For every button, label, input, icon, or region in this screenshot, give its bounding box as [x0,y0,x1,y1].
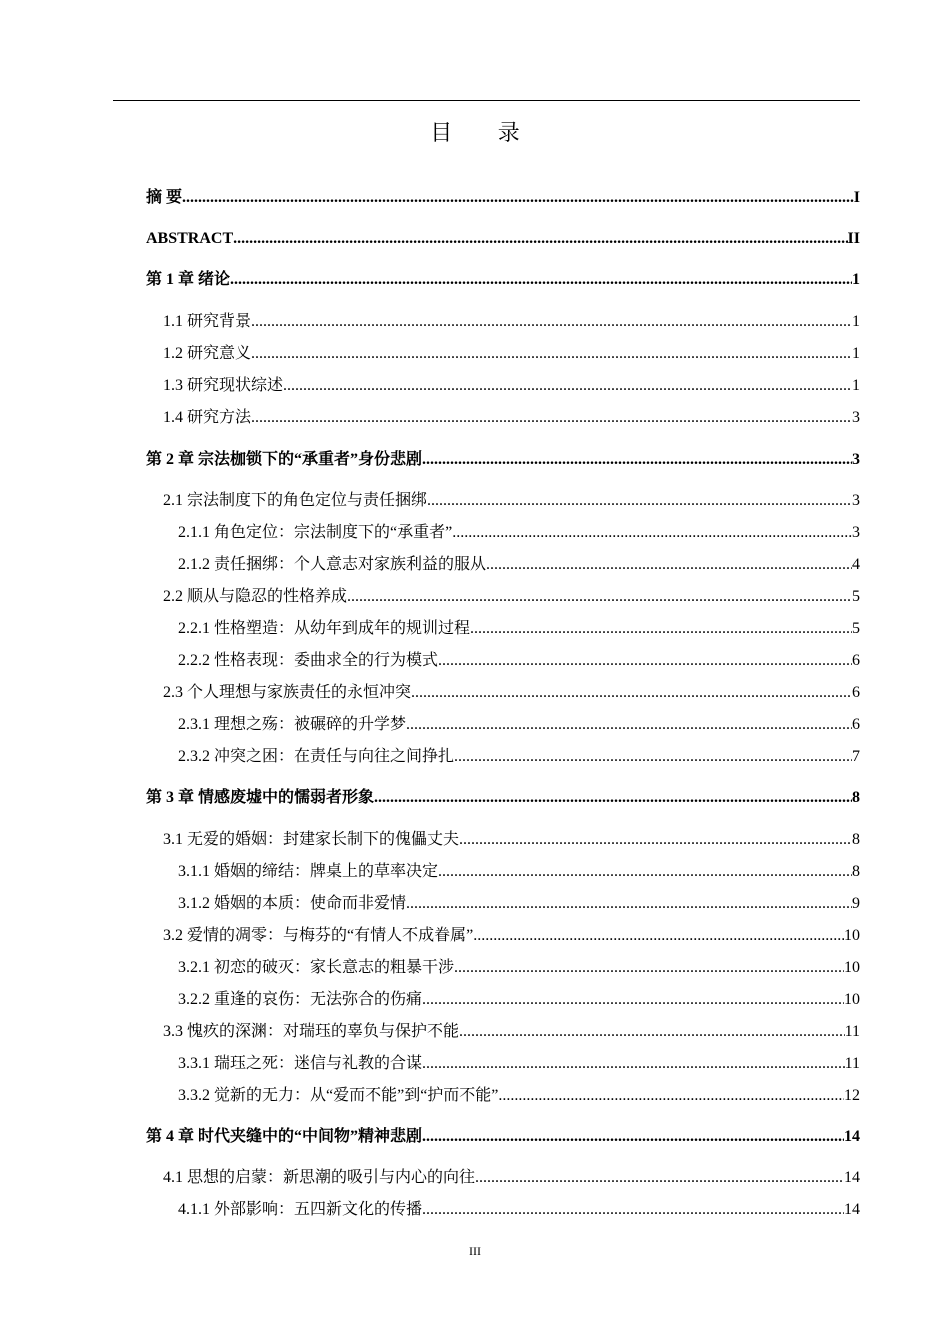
toc-leader-dots [498,1084,844,1108]
toc-entry-label: 3.2.2 重逢的哀伤：无法弥合的伤痛 [178,991,423,1008]
toc-entry-label: 3.2.1 初恋的破灭：家长意志的粗暴干涉 [178,959,455,976]
toc-leader-dots [473,924,844,948]
toc-entry-label: 3.1.1 婚姻的缔结：牌桌上的草率决定 [178,863,439,880]
toc-leader-dots [452,521,852,545]
toc-leader-dots [454,956,844,980]
toc-entry[interactable] [163,924,860,948]
toc-entry-label: 第 1 章 绪论 [146,271,231,288]
toc-entry-label: 2.3.2 冲突之困：在责任与向往之间挣扎 [178,748,455,765]
toc-leader-dots [182,186,854,210]
toc-leader-dots [422,1052,845,1076]
toc-entry-page: 1 [852,345,860,362]
toc-leader-dots [438,649,852,673]
toc-leader-dots [233,227,847,251]
toc-entry-label: 第 4 章 时代夹缝中的“中间物”精神悲剧 [146,1128,423,1145]
toc-entry[interactable] [146,268,860,292]
toc-entry-page: 1 [852,313,860,330]
toc-entry[interactable] [163,1020,860,1044]
toc-leader-dots [438,860,852,884]
toc-leader-dots [475,1166,844,1190]
toc-entry-label: 2.1.2 责任捆绑：个人意志对家族利益的服从 [178,556,487,573]
toc-entry-page: 10 [844,959,860,976]
toc-entry[interactable] [178,745,860,769]
toc-entry-label: 4.1 思想的启蒙：新思潮的吸引与内心的向往 [163,1169,476,1186]
toc-entry[interactable] [178,1052,860,1076]
toc-entry[interactable] [178,1084,860,1108]
toc-title: 目 录 [430,120,540,145]
toc-entry-page: 3 [852,492,860,509]
toc-entry-page: 14 [844,1169,860,1186]
toc-entry[interactable] [178,988,860,1012]
toc-entry[interactable] [146,448,860,472]
toc-entry-label: 1.3 研究现状综述 [163,377,284,394]
toc-entry[interactable] [178,713,860,737]
toc-entry-label: 3.3.2 觉新的无力：从“爱而不能”到“护而不能” [178,1087,499,1104]
toc-leader-dots [230,268,852,292]
toc-leader-dots [406,713,852,737]
toc-entry[interactable] [178,553,860,577]
toc-entry-label: 2.1 宗法制度下的角色定位与责任捆绑 [163,492,428,509]
toc-entry-page: 1 [852,271,860,288]
toc-leader-dots [251,406,852,430]
toc-leader-dots [422,1125,844,1149]
toc-leader-dots [347,585,852,609]
toc-entry-label: 2.2 顺从与隐忍的性格养成 [163,588,348,605]
toc-entry-label: 3.1.2 婚姻的本质：使命而非爱情 [178,895,407,912]
toc-entry-page: 3 [852,451,860,468]
toc-entry[interactable] [178,521,860,545]
toc-entry-page: 3 [852,524,860,541]
toc-entry[interactable] [163,374,860,398]
toc-entry-label: 2.2.2 性格表现：委曲求全的行为模式 [178,652,439,669]
toc-entry-label: 2.3 个人理想与家族责任的永恒冲突 [163,684,412,701]
toc-entry-label: 3.1 无爱的婚姻：封建家长制下的傀儡丈夫 [163,831,460,848]
toc-entry-label: 2.1.1 角色定位：宗法制度下的“承重者” [178,524,453,541]
toc-entry[interactable] [146,786,860,810]
toc-leader-dots [251,310,852,334]
toc-entry-page: 5 [852,620,860,637]
toc-entry[interactable] [178,860,860,884]
toc-leader-dots [406,892,852,916]
toc-entry-page: 10 [844,927,860,944]
toc-entry-page: 6 [852,652,860,669]
page-footer-number: III [469,1244,481,1258]
toc-entry-page: 14 [844,1128,860,1145]
toc-entry[interactable] [146,186,860,210]
toc-leader-dots [459,1020,845,1044]
toc-entry-page: 7 [852,748,860,765]
toc-entry-label: 3.3 愧疚的深渊：对瑞珏的辜负与保护不能 [163,1023,460,1040]
toc-entry-label: ABSTRACT [146,230,234,247]
toc-entry[interactable] [146,227,860,251]
toc-entry[interactable] [163,310,860,334]
toc-entry[interactable] [178,1198,860,1222]
toc-entry[interactable] [163,489,860,513]
toc-entry[interactable] [163,1166,860,1190]
toc-entry-page: 6 [852,716,860,733]
toc-entry-label: 2.3.1 理想之殇：被碾碎的升学梦 [178,716,407,733]
toc-entry-label: 1.4 研究方法 [163,409,252,426]
toc-leader-dots [427,489,852,513]
toc-entry-page: 3 [852,409,860,426]
toc-entry-page: 8 [852,831,860,848]
toc-entry-page: 8 [852,789,860,806]
toc-leader-dots [422,1198,844,1222]
toc-entry-label: 第 3 章 情感废墟中的懦弱者形象 [146,789,375,806]
toc-entry[interactable] [178,649,860,673]
toc-leader-dots [422,988,844,1012]
toc-entry[interactable] [163,828,860,852]
toc-entry[interactable] [178,617,860,641]
toc-entry[interactable] [163,585,860,609]
toc-leader-dots [251,342,852,366]
toc-entry-page: 11 [844,1055,860,1072]
toc-entry-page: 10 [844,991,860,1008]
header-rule [113,100,860,101]
toc-entry[interactable] [163,681,860,705]
toc-entry-label: 3.3.1 瑞珏之死：迷信与礼教的合谋 [178,1055,423,1072]
toc-leader-dots [283,374,852,398]
toc-entry-page: I [853,189,860,206]
toc-entry-label: 2.2.1 性格塑造：从幼年到成年的规训过程 [178,620,471,637]
toc-entry-label: 摘 要 [146,189,183,206]
toc-entry[interactable] [178,892,860,916]
toc-leader-dots [454,745,852,769]
toc-entry-label: 1.2 研究意义 [163,345,252,362]
toc-entry-page: 6 [852,684,860,701]
toc-entry-page: 12 [844,1087,860,1104]
toc-entry-page: 9 [852,895,860,912]
toc-entry-page: II [847,230,860,247]
toc-entry-page: 4 [852,556,860,573]
toc-entry-label: 1.1 研究背景 [163,313,252,330]
toc-entry[interactable] [163,406,860,430]
toc-leader-dots [470,617,852,641]
toc-entry-page: 11 [844,1023,860,1040]
toc-leader-dots [459,828,852,852]
toc-entry-label: 3.2 爱情的凋零：与梅芬的“有情人不成眷属” [163,927,474,944]
toc-entry-page: 14 [844,1201,860,1218]
toc-entry-page: 1 [852,377,860,394]
toc-leader-dots [411,681,852,705]
toc-entry[interactable] [163,342,860,366]
toc-leader-dots [486,553,852,577]
toc-entry-page: 5 [852,588,860,605]
toc-entry[interactable] [178,956,860,980]
toc-entry[interactable] [146,1125,860,1149]
toc-entry-label: 4.1.1 外部影响：五四新文化的传播 [178,1201,423,1218]
toc-entry-label: 第 2 章 宗法枷锁下的“承重者”身份悲剧 [146,451,423,468]
toc-entry-page: 8 [852,863,860,880]
toc-leader-dots [374,786,852,810]
toc-leader-dots [422,448,852,472]
